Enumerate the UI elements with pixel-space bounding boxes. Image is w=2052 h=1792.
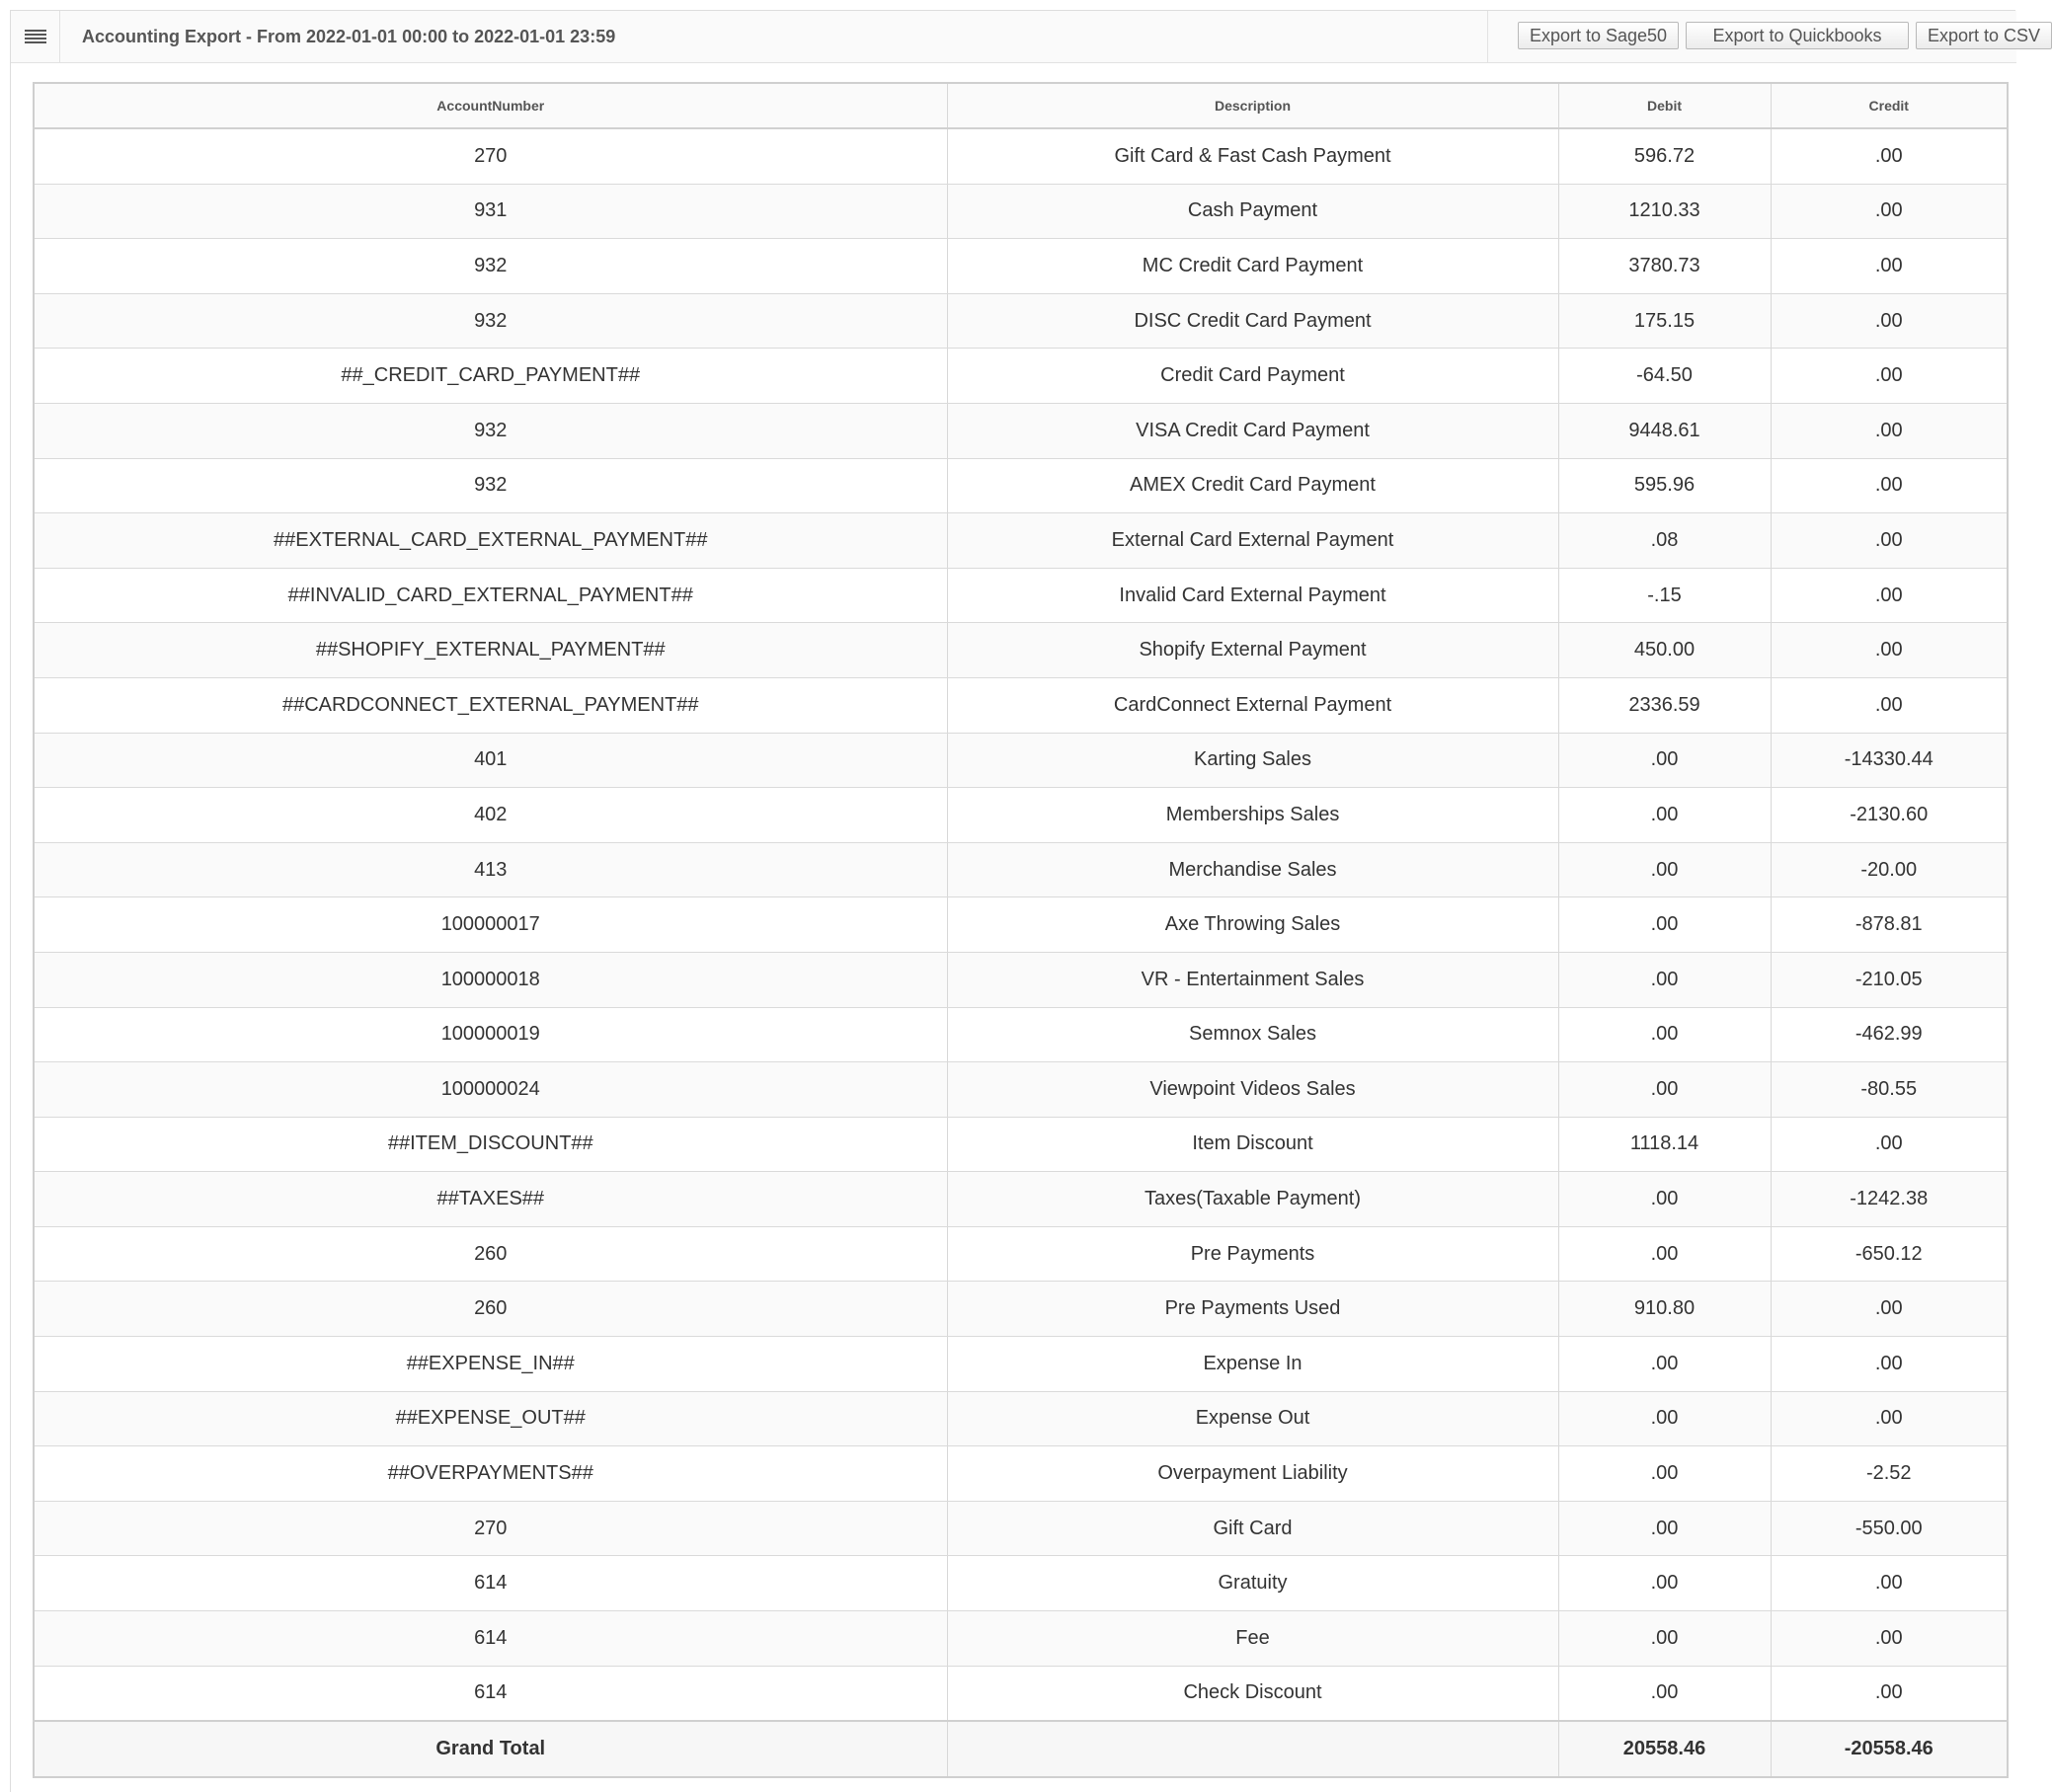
debit-cell: .00 [1558, 1172, 1771, 1227]
description-cell: Pre Payments [947, 1226, 1558, 1282]
description-cell: Overpayment Liability [947, 1446, 1558, 1502]
account-number-cell: 270 [34, 128, 947, 184]
table-row[interactable] [34, 349, 2008, 404]
debit-cell: .00 [1558, 788, 1771, 843]
grand-total-credit: -20558.46 [1771, 1721, 2008, 1777]
description-cell: Shopify External Payment [947, 623, 1558, 678]
credit-cell: .00 [1771, 513, 2008, 569]
debit-cell: .00 [1558, 1611, 1771, 1667]
description-cell: VISA Credit Card Payment [947, 403, 1558, 458]
table-row[interactable] [34, 623, 2008, 678]
debit-cell: .00 [1558, 897, 1771, 953]
account-number-cell: ##EXPENSE_IN## [34, 1337, 947, 1392]
description-cell: DISC Credit Card Payment [947, 293, 1558, 349]
credit-cell: -20.00 [1771, 842, 2008, 897]
description-cell: External Card External Payment [947, 513, 1558, 569]
accounting-export-table [33, 82, 2009, 1778]
account-number-cell: ##_CREDIT_CARD_PAYMENT## [34, 349, 947, 404]
credit-cell: -462.99 [1771, 1007, 2008, 1062]
debit-cell: .00 [1558, 733, 1771, 788]
table-row[interactable] [34, 1282, 2008, 1337]
account-number-cell: 413 [34, 842, 947, 897]
description-cell: Gift Card & Fast Cash Payment [947, 128, 1558, 184]
description-cell: Expense In [947, 1337, 1558, 1392]
export-csv-button[interactable]: Export to CSV [1916, 22, 2052, 49]
credit-cell: .00 [1771, 1556, 2008, 1611]
credit-cell: .00 [1771, 623, 2008, 678]
credit-cell: -1242.38 [1771, 1172, 2008, 1227]
debit-cell: 595.96 [1558, 458, 1771, 513]
description-cell: Taxes(Taxable Payment) [947, 1172, 1558, 1227]
table-row[interactable] [34, 677, 2008, 733]
table-row[interactable] [34, 788, 2008, 843]
account-number-cell: 614 [34, 1611, 947, 1667]
column-header-debit[interactable]: Debit [1558, 83, 1771, 128]
account-number-cell: 401 [34, 733, 947, 788]
description-cell: Merchandise Sales [947, 842, 1558, 897]
debit-cell: .00 [1558, 1666, 1771, 1721]
debit-cell: 596.72 [1558, 128, 1771, 184]
debit-cell: .00 [1558, 1391, 1771, 1446]
debit-cell: 1210.33 [1558, 184, 1771, 239]
description-cell: Memberships Sales [947, 788, 1558, 843]
account-number-cell: ##OVERPAYMENTS## [34, 1446, 947, 1502]
account-number-cell: 932 [34, 403, 947, 458]
debit-cell: .00 [1558, 1446, 1771, 1502]
table-row[interactable] [34, 458, 2008, 513]
credit-cell: -2130.60 [1771, 788, 2008, 843]
debit-cell: 450.00 [1558, 623, 1771, 678]
debit-cell: -.15 [1558, 568, 1771, 623]
account-number-cell: ##CARDCONNECT_EXTERNAL_PAYMENT## [34, 677, 947, 733]
table-row[interactable] [34, 403, 2008, 458]
page-title: Accounting Export - From 2022-01-01 00:00 to 2022-01-01 23:59 [82, 27, 616, 46]
table-row[interactable] [34, 1446, 2008, 1502]
description-cell: Karting Sales [947, 733, 1558, 788]
debit-cell: .00 [1558, 1501, 1771, 1556]
grand-total-row [34, 1721, 2008, 1777]
account-number-cell: ##INVALID_CARD_EXTERNAL_PAYMENT## [34, 568, 947, 623]
table-row[interactable] [34, 1611, 2008, 1667]
credit-cell: -80.55 [1771, 1062, 2008, 1118]
table-row[interactable] [34, 952, 2008, 1007]
description-cell: Fee [947, 1611, 1558, 1667]
debit-cell: 9448.61 [1558, 403, 1771, 458]
account-number-cell: ##EXPENSE_OUT## [34, 1391, 947, 1446]
table-row[interactable] [34, 128, 2008, 184]
debit-cell: .00 [1558, 1337, 1771, 1392]
description-cell: Pre Payments Used [947, 1282, 1558, 1337]
debit-cell: 910.80 [1558, 1282, 1771, 1337]
table-row[interactable] [34, 733, 2008, 788]
description-cell: Credit Card Payment [947, 349, 1558, 404]
credit-cell: -878.81 [1771, 897, 2008, 953]
account-number-cell: 100000024 [34, 1062, 947, 1118]
table-row[interactable] [34, 1666, 2008, 1721]
credit-cell: -650.12 [1771, 1226, 2008, 1282]
account-number-cell: ##EXTERNAL_CARD_EXTERNAL_PAYMENT## [34, 513, 947, 569]
credit-cell: .00 [1771, 1611, 2008, 1667]
debit-cell: 2336.59 [1558, 677, 1771, 733]
debit-cell: .00 [1558, 1062, 1771, 1118]
credit-cell: -210.05 [1771, 952, 2008, 1007]
credit-cell: .00 [1771, 128, 2008, 184]
credit-cell: -14330.44 [1771, 733, 2008, 788]
debit-cell: .00 [1558, 842, 1771, 897]
account-number-cell: 270 [34, 1501, 947, 1556]
table-row[interactable] [34, 1062, 2008, 1118]
accounting-export-panel [10, 10, 2041, 1792]
table-row[interactable] [34, 513, 2008, 569]
credit-cell: .00 [1771, 458, 2008, 513]
debit-cell: .00 [1558, 1556, 1771, 1611]
table-row[interactable] [34, 239, 2008, 294]
credit-cell: .00 [1771, 1282, 2008, 1337]
export-sage50-button[interactable]: Export to Sage50 [1518, 22, 1679, 49]
table-row[interactable] [34, 293, 2008, 349]
column-header-description[interactable]: Description [947, 83, 1558, 128]
description-cell: Axe Throwing Sales [947, 897, 1558, 953]
description-cell: Cash Payment [947, 184, 1558, 239]
account-number-cell: 100000018 [34, 952, 947, 1007]
table-row[interactable] [34, 1117, 2008, 1172]
column-header-credit[interactable]: Credit [1771, 83, 2008, 128]
account-number-cell: 402 [34, 788, 947, 843]
table-row[interactable] [34, 897, 2008, 953]
table-row[interactable] [34, 1391, 2008, 1446]
table-row[interactable] [34, 1556, 2008, 1611]
table-row[interactable] [34, 184, 2008, 239]
debit-cell: 1118.14 [1558, 1117, 1771, 1172]
debit-cell: .00 [1558, 952, 1771, 1007]
account-number-cell: ##TAXES## [34, 1172, 947, 1227]
table-row[interactable] [34, 568, 2008, 623]
credit-cell: .00 [1771, 677, 2008, 733]
column-header-account-number[interactable]: AccountNumber [34, 83, 947, 128]
credit-cell: .00 [1771, 184, 2008, 239]
account-number-cell: 260 [34, 1226, 947, 1282]
grand-total-debit: 20558.46 [1558, 1721, 1771, 1777]
table-body [34, 128, 2008, 1721]
description-cell: CardConnect External Payment [947, 677, 1558, 733]
credit-cell: .00 [1771, 349, 2008, 404]
credit-cell: -550.00 [1771, 1501, 2008, 1556]
table-row[interactable] [34, 1172, 2008, 1227]
description-cell: Gift Card [947, 1501, 1558, 1556]
account-number-cell: 100000017 [34, 897, 947, 953]
debit-cell: .00 [1558, 1226, 1771, 1282]
description-cell: MC Credit Card Payment [947, 239, 1558, 294]
credit-cell: .00 [1771, 568, 2008, 623]
account-number-cell: 614 [34, 1666, 947, 1721]
export-toolbar [1487, 11, 2041, 62]
table-row[interactable] [34, 1501, 2008, 1556]
description-cell: AMEX Credit Card Payment [947, 458, 1558, 513]
credit-cell: .00 [1771, 293, 2008, 349]
description-cell: VR - Entertainment Sales [947, 952, 1558, 1007]
panel-header [11, 11, 2041, 63]
export-quickbooks-button[interactable]: Export to Quickbooks [1686, 22, 1909, 49]
description-cell: Check Discount [947, 1666, 1558, 1721]
table-header-row [34, 83, 2008, 128]
debit-cell: -64.50 [1558, 349, 1771, 404]
credit-cell: -2.52 [1771, 1446, 2008, 1502]
account-number-cell: ##ITEM_DISCOUNT## [34, 1117, 947, 1172]
account-number-cell: ##SHOPIFY_EXTERNAL_PAYMENT## [34, 623, 947, 678]
account-number-cell: 100000019 [34, 1007, 947, 1062]
account-number-cell: 614 [34, 1556, 947, 1611]
credit-cell: .00 [1771, 1666, 2008, 1721]
account-number-cell: 932 [34, 239, 947, 294]
credit-cell: .00 [1771, 1117, 2008, 1172]
description-cell: Invalid Card External Payment [947, 568, 1558, 623]
credit-cell: .00 [1771, 403, 2008, 458]
description-cell: Gratuity [947, 1556, 1558, 1611]
account-number-cell: 932 [34, 293, 947, 349]
description-cell: Semnox Sales [947, 1007, 1558, 1062]
table-row[interactable] [34, 1226, 2008, 1282]
account-number-cell: 931 [34, 184, 947, 239]
credit-cell: .00 [1771, 1337, 2008, 1392]
account-number-cell: 932 [34, 458, 947, 513]
table-row[interactable] [34, 1337, 2008, 1392]
description-cell: Item Discount [947, 1117, 1558, 1172]
grand-total-label: Grand Total [34, 1721, 947, 1777]
debit-cell: .00 [1558, 1007, 1771, 1062]
hamburger-menu-icon[interactable] [11, 11, 60, 62]
grand-total-description [947, 1721, 1558, 1777]
account-number-cell: 260 [34, 1282, 947, 1337]
debit-cell: 175.15 [1558, 293, 1771, 349]
debit-cell: .08 [1558, 513, 1771, 569]
credit-cell: .00 [1771, 1391, 2008, 1446]
description-cell: Expense Out [947, 1391, 1558, 1446]
debit-cell: 3780.73 [1558, 239, 1771, 294]
table-row[interactable] [34, 842, 2008, 897]
credit-cell: .00 [1771, 239, 2008, 294]
table-row[interactable] [34, 1007, 2008, 1062]
description-cell: Viewpoint Videos Sales [947, 1062, 1558, 1118]
